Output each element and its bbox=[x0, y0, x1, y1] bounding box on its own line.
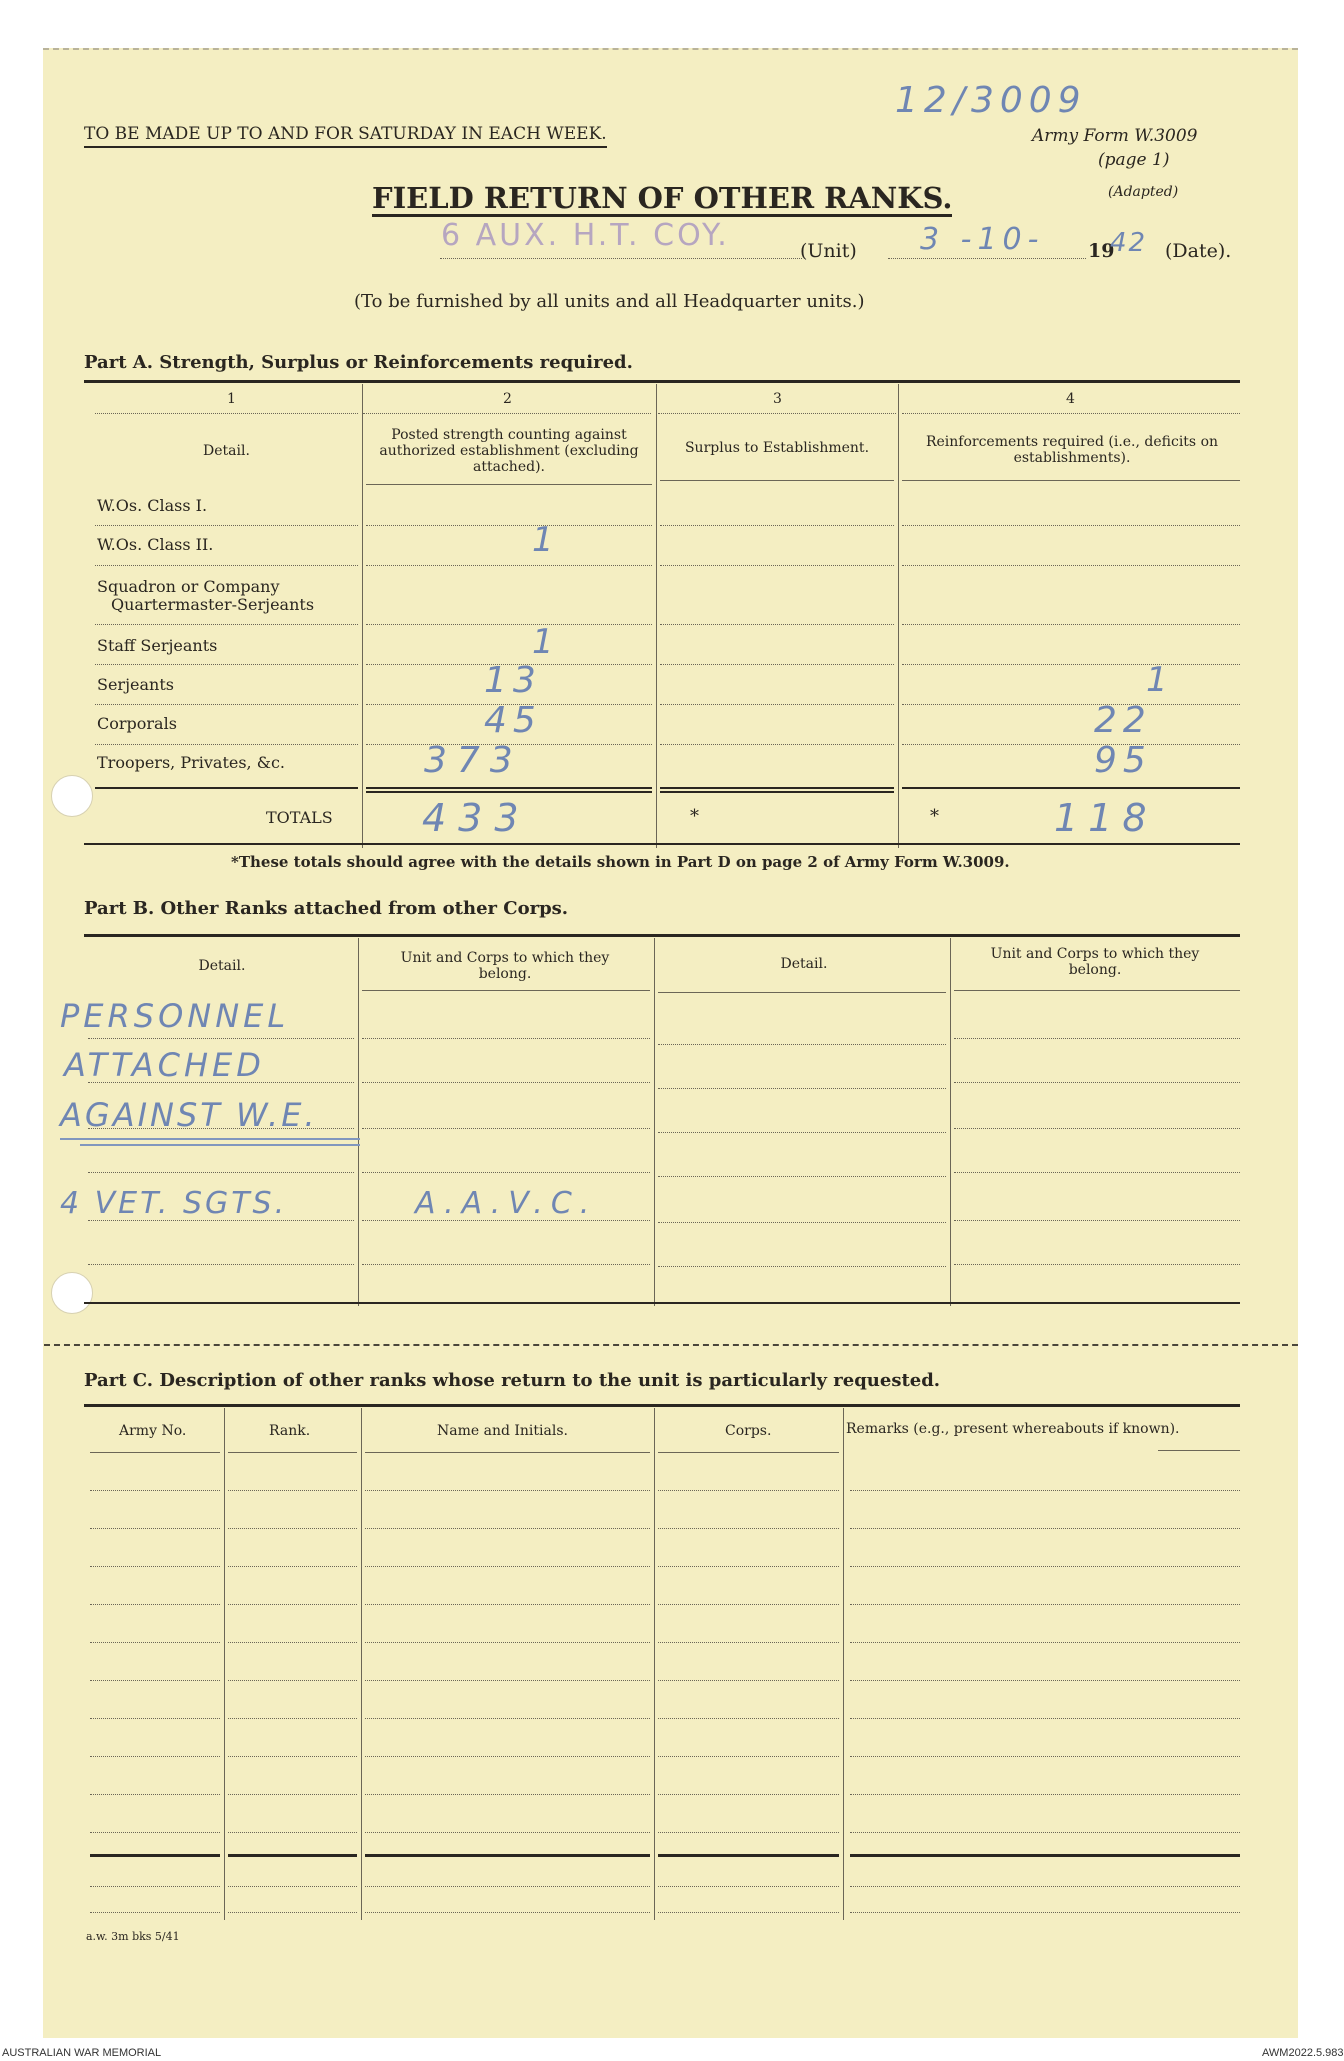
col-header-reinforcements: Reinforcements required (i.e., deficits on establishments). bbox=[925, 434, 1219, 466]
col-number-1: 1 bbox=[227, 391, 236, 407]
part-c-col-divider bbox=[843, 1408, 844, 1920]
part-c-row-rule bbox=[228, 1886, 357, 1887]
part-b-header-rule bbox=[658, 992, 946, 993]
part-b-row-rule bbox=[954, 1172, 1240, 1173]
part-b-bottom-rule bbox=[84, 1302, 1240, 1304]
part-c-row-rule bbox=[850, 1718, 1240, 1719]
totals-rule bbox=[366, 791, 652, 793]
form-adapted: (Adapted) bbox=[1108, 184, 1179, 200]
part-c-row-rule bbox=[228, 1756, 357, 1757]
row-label-troopers: Troopers, Privates, &c. bbox=[97, 753, 286, 772]
row-rule bbox=[366, 624, 652, 625]
totals-surplus-marker: * bbox=[690, 806, 699, 827]
punch-hole bbox=[51, 775, 93, 817]
part-c-header-rule bbox=[90, 1452, 220, 1453]
row-rule bbox=[95, 664, 358, 665]
part-c-bottom-rule bbox=[658, 1854, 839, 1857]
part-c-col-divider bbox=[361, 1408, 362, 1920]
part-c-row-rule bbox=[90, 1794, 220, 1795]
row-rule bbox=[660, 704, 894, 705]
part-b-row-rule bbox=[954, 1264, 1240, 1265]
part-b-col-divider bbox=[358, 938, 359, 1306]
part-c-row-rule bbox=[658, 1886, 839, 1887]
row-label-corporals: Corporals bbox=[97, 714, 177, 733]
part-b-row-rule bbox=[362, 1264, 650, 1265]
part-c-row-rule bbox=[228, 1718, 357, 1719]
part-b-entry-corps: A.A.V.C. bbox=[415, 1186, 598, 1221]
row-rule bbox=[95, 624, 358, 625]
part-c-row-rule bbox=[90, 1566, 220, 1567]
totals-rule bbox=[95, 787, 358, 789]
row-rule bbox=[902, 704, 1240, 705]
col-header-surplus: Surplus to Establishment. bbox=[684, 440, 870, 456]
part-c-row-rule bbox=[850, 1566, 1240, 1567]
totals-reinf-marker: * bbox=[930, 806, 939, 827]
part-c-row-rule bbox=[850, 1794, 1240, 1795]
form-page: (page 1) bbox=[1098, 150, 1170, 170]
part-b-header-corps-2: Unit and Corps to which they belong. bbox=[990, 946, 1200, 978]
part-c-heading: Part C. Description of other ranks whose return to the unit is particularly requested. bbox=[84, 1370, 941, 1391]
part-b-row-rule bbox=[658, 1176, 946, 1177]
part-c-header-rule bbox=[1158, 1450, 1240, 1451]
header-rule bbox=[902, 480, 1240, 481]
part-b-row-rule bbox=[88, 1038, 354, 1039]
part-c-row-rule bbox=[365, 1528, 650, 1529]
part-c-row-rule bbox=[90, 1680, 220, 1681]
part-c-bottom-rule bbox=[365, 1854, 650, 1857]
posted-troopers: 373 bbox=[424, 740, 523, 781]
part-c-row-rule bbox=[365, 1718, 650, 1719]
part-c-row-rule bbox=[365, 1756, 650, 1757]
hand-underline bbox=[60, 1138, 360, 1140]
part-a-col-divider bbox=[362, 384, 363, 848]
row-rule bbox=[902, 525, 1240, 526]
part-a-col-divider bbox=[656, 384, 657, 848]
part-c-row-rule bbox=[850, 1642, 1240, 1643]
totals-reinf: 118 bbox=[1054, 796, 1157, 840]
year-handwritten: 42 bbox=[1110, 228, 1148, 258]
row-label-cqms-2: Quartermaster-Serjeants bbox=[111, 595, 315, 614]
posted-corporals: 45 bbox=[484, 700, 542, 741]
part-c-row-rule bbox=[658, 1794, 839, 1795]
part-c-top-rule bbox=[84, 1404, 1240, 1407]
row-label-staff-serjeants: Staff Serjeants bbox=[97, 636, 218, 655]
part-b-row-rule bbox=[658, 1266, 946, 1267]
unit-line bbox=[440, 258, 802, 259]
part-b-row-rule bbox=[362, 1172, 650, 1173]
row-label-wo1: W.Os. Class I. bbox=[97, 496, 208, 515]
header-rule bbox=[660, 480, 894, 481]
reinf-corporals: 22 bbox=[1094, 700, 1152, 741]
part-b-row-rule bbox=[658, 1132, 946, 1133]
part-b-row-rule bbox=[88, 1172, 354, 1173]
totals-rule bbox=[660, 787, 894, 789]
part-b-row-rule bbox=[658, 1044, 946, 1045]
totals-rule bbox=[902, 787, 1240, 789]
row-rule bbox=[902, 624, 1240, 625]
part-c-row-rule bbox=[658, 1832, 839, 1833]
header-rule bbox=[366, 484, 652, 485]
part-c-row-rule bbox=[228, 1912, 357, 1913]
row-label-cqms: Squadron or Company bbox=[97, 577, 280, 596]
row-rule bbox=[95, 525, 358, 526]
part-c-row-rule bbox=[658, 1680, 839, 1681]
col-header-posted: Posted strength counting against authorized establishment (excluding attached). bbox=[379, 427, 639, 475]
part-c-col-divider bbox=[654, 1408, 655, 1920]
part-c-row-rule bbox=[228, 1642, 357, 1643]
part-c-row-rule bbox=[365, 1680, 650, 1681]
part-c-row-rule bbox=[850, 1886, 1240, 1887]
part-b-top-rule bbox=[84, 934, 1240, 937]
part-c-row-rule bbox=[228, 1832, 357, 1833]
col-number-rule bbox=[902, 413, 1240, 414]
col-number-rule bbox=[363, 413, 651, 414]
part-b-row-rule bbox=[88, 1264, 354, 1265]
col-number-rule bbox=[658, 413, 896, 414]
hand-underline bbox=[80, 1144, 360, 1146]
part-a-bottom-rule bbox=[84, 843, 1240, 845]
part-b-row-rule bbox=[658, 1088, 946, 1089]
reinf-serjeants: 1 bbox=[1146, 660, 1174, 700]
part-c-bottom-rule bbox=[850, 1854, 1240, 1857]
row-rule bbox=[95, 744, 358, 745]
part-a-col-divider bbox=[898, 384, 899, 848]
part-c-row-rule bbox=[365, 1832, 650, 1833]
date-handwritten: 3 -10- bbox=[920, 222, 1045, 257]
row-rule bbox=[660, 624, 894, 625]
handwritten-reference: 12/3009 bbox=[895, 80, 1087, 121]
form-sheet bbox=[43, 48, 1298, 2038]
part-b-col-divider bbox=[654, 938, 655, 1306]
part-b-row-rule bbox=[362, 1128, 650, 1129]
part-b-entry-detail: 4 VET. SGTS. bbox=[60, 1186, 288, 1221]
footer-credit-left: AUSTRALIAN WAR MEMORIAL bbox=[2, 2047, 162, 2059]
totals-label: TOTALS bbox=[266, 808, 333, 827]
part-c-row-rule bbox=[850, 1832, 1240, 1833]
row-rule bbox=[902, 744, 1240, 745]
row-label-wo2: W.Os. Class II. bbox=[97, 535, 214, 554]
part-c-header-rule bbox=[658, 1452, 839, 1453]
part-b-header-corps-1: Unit and Corps to which they belong. bbox=[400, 950, 610, 982]
part-c-row-rule bbox=[850, 1912, 1240, 1913]
unit-label: (Unit) bbox=[800, 240, 857, 262]
col-number-rule bbox=[95, 413, 358, 414]
row-rule bbox=[902, 664, 1240, 665]
part-c-bottom-rule bbox=[90, 1854, 220, 1857]
row-rule bbox=[660, 744, 894, 745]
part-c-row-rule bbox=[365, 1912, 650, 1913]
part-c-row-rule bbox=[850, 1604, 1240, 1605]
part-c-row-rule bbox=[228, 1566, 357, 1567]
furnished-note: (To be furnished by all units and all Headquarter units.) bbox=[354, 291, 865, 312]
col-number-3: 3 bbox=[773, 391, 782, 407]
part-c-row-rule bbox=[850, 1490, 1240, 1491]
form-reference: Army Form W.3009 bbox=[1032, 126, 1198, 146]
date-label: (Date). bbox=[1165, 240, 1232, 262]
part-b-row-rule bbox=[954, 1038, 1240, 1039]
punch-hole bbox=[51, 1272, 93, 1314]
row-rule bbox=[95, 565, 358, 566]
part-b-heading: Part B. Other Ranks attached from other Corps. bbox=[84, 898, 569, 919]
part-c-row-rule bbox=[850, 1680, 1240, 1681]
part-c-row-rule bbox=[228, 1528, 357, 1529]
part-c-row-rule bbox=[90, 1886, 220, 1887]
part-c-row-rule bbox=[228, 1604, 357, 1605]
col-number-2: 2 bbox=[503, 391, 512, 407]
part-c-row-rule bbox=[228, 1680, 357, 1681]
part-c-row-rule bbox=[90, 1604, 220, 1605]
part-b-col-divider bbox=[950, 938, 951, 1306]
part-a-heading: Part A. Strength, Surplus or Reinforcements required. bbox=[84, 352, 633, 373]
part-c-row-rule bbox=[658, 1912, 839, 1913]
part-c-header-rule bbox=[365, 1452, 650, 1453]
year-printed: 19 bbox=[1088, 240, 1115, 262]
part-c-row-rule bbox=[90, 1642, 220, 1643]
part-b-row-rule bbox=[362, 1082, 650, 1083]
part-c-row-rule bbox=[365, 1490, 650, 1491]
row-rule bbox=[366, 565, 652, 566]
part-c-row-rule bbox=[90, 1528, 220, 1529]
part-b-header-rule bbox=[362, 990, 650, 991]
totals-rule bbox=[660, 791, 894, 793]
part-c-row-rule bbox=[228, 1490, 357, 1491]
part-c-row-rule bbox=[90, 1490, 220, 1491]
part-b-header-rule bbox=[954, 990, 1240, 991]
part-b-hand-line-2: ATTACHED bbox=[64, 1046, 265, 1084]
posted-serjeants: 13 bbox=[484, 660, 542, 701]
page-title: FIELD RETURN OF OTHER RANKS. bbox=[372, 181, 953, 215]
part-c-bottom-rule bbox=[228, 1854, 357, 1857]
part-c-row-rule bbox=[658, 1490, 839, 1491]
part-b-row-rule bbox=[954, 1220, 1240, 1221]
part-b-header-detail-1: Detail. bbox=[198, 958, 246, 974]
part-c-header-corps: Corps. bbox=[725, 1423, 772, 1439]
part-c-row-rule bbox=[365, 1886, 650, 1887]
footer-credit-right: AWM2022.5.983 bbox=[1262, 2047, 1344, 2059]
part-b-row-rule bbox=[954, 1128, 1240, 1129]
row-rule bbox=[366, 525, 652, 526]
print-code: a.w. 3m bks 5/41 bbox=[86, 1930, 180, 1943]
part-c-row-rule bbox=[90, 1756, 220, 1757]
part-c-header-rank: Rank. bbox=[269, 1423, 311, 1439]
unit-stamp: 6 AUX. H.T. COY. bbox=[441, 218, 730, 253]
part-c-row-rule bbox=[228, 1794, 357, 1795]
row-rule bbox=[95, 704, 358, 705]
weekly-instruction: TO BE MADE UP TO AND FOR SATURDAY IN EACH WEEK. bbox=[84, 124, 607, 148]
part-c-row-rule bbox=[365, 1642, 650, 1643]
row-rule bbox=[660, 525, 894, 526]
part-c-row-rule bbox=[850, 1756, 1240, 1757]
part-c-row-rule bbox=[658, 1642, 839, 1643]
totals-posted: 433 bbox=[422, 796, 531, 840]
col-number-4: 4 bbox=[1066, 391, 1075, 407]
part-a-top-rule bbox=[84, 380, 1240, 383]
fold-line bbox=[44, 1344, 1298, 1346]
part-c-row-rule bbox=[658, 1566, 839, 1567]
totals-rule bbox=[366, 787, 652, 789]
part-c-row-rule bbox=[365, 1794, 650, 1795]
part-c-header-name: Name and Initials. bbox=[437, 1423, 568, 1439]
row-rule bbox=[660, 565, 894, 566]
part-c-row-rule bbox=[90, 1832, 220, 1833]
part-b-hand-line-1: PERSONNEL bbox=[60, 997, 290, 1035]
row-label-serjeants: Serjeants bbox=[97, 675, 174, 694]
part-c-row-rule bbox=[658, 1756, 839, 1757]
part-c-header-army-no: Army No. bbox=[119, 1423, 187, 1439]
part-c-header-rule bbox=[228, 1452, 357, 1453]
part-c-row-rule bbox=[365, 1604, 650, 1605]
part-c-row-rule bbox=[90, 1912, 220, 1913]
part-a-footnote: *These totals should agree with the details shown in Part D on page 2 of Army Form W.3009. bbox=[231, 853, 1010, 871]
part-c-row-rule bbox=[850, 1528, 1240, 1529]
posted-wo2: 1 bbox=[532, 520, 560, 560]
part-b-header-detail-2: Detail. bbox=[780, 956, 828, 972]
reinf-troopers: 95 bbox=[1094, 740, 1152, 781]
part-c-header-remarks: Remarks (e.g., present whereabouts if known). bbox=[846, 1421, 1180, 1437]
part-c-row-rule bbox=[90, 1718, 220, 1719]
posted-staff-serjeants: 1 bbox=[532, 622, 560, 662]
part-b-row-rule bbox=[658, 1222, 946, 1223]
part-c-row-rule bbox=[658, 1528, 839, 1529]
row-rule bbox=[902, 565, 1240, 566]
part-b-hand-line-3: AGAINST W.E. bbox=[60, 1096, 318, 1134]
part-b-row-rule bbox=[954, 1082, 1240, 1083]
part-c-row-rule bbox=[658, 1718, 839, 1719]
part-c-col-divider bbox=[224, 1408, 225, 1920]
col-header-detail: Detail. bbox=[203, 443, 250, 459]
part-c-row-rule bbox=[365, 1566, 650, 1567]
row-rule bbox=[660, 664, 894, 665]
date-line bbox=[888, 258, 1086, 259]
part-c-row-rule bbox=[658, 1604, 839, 1605]
part-b-row-rule bbox=[362, 1038, 650, 1039]
